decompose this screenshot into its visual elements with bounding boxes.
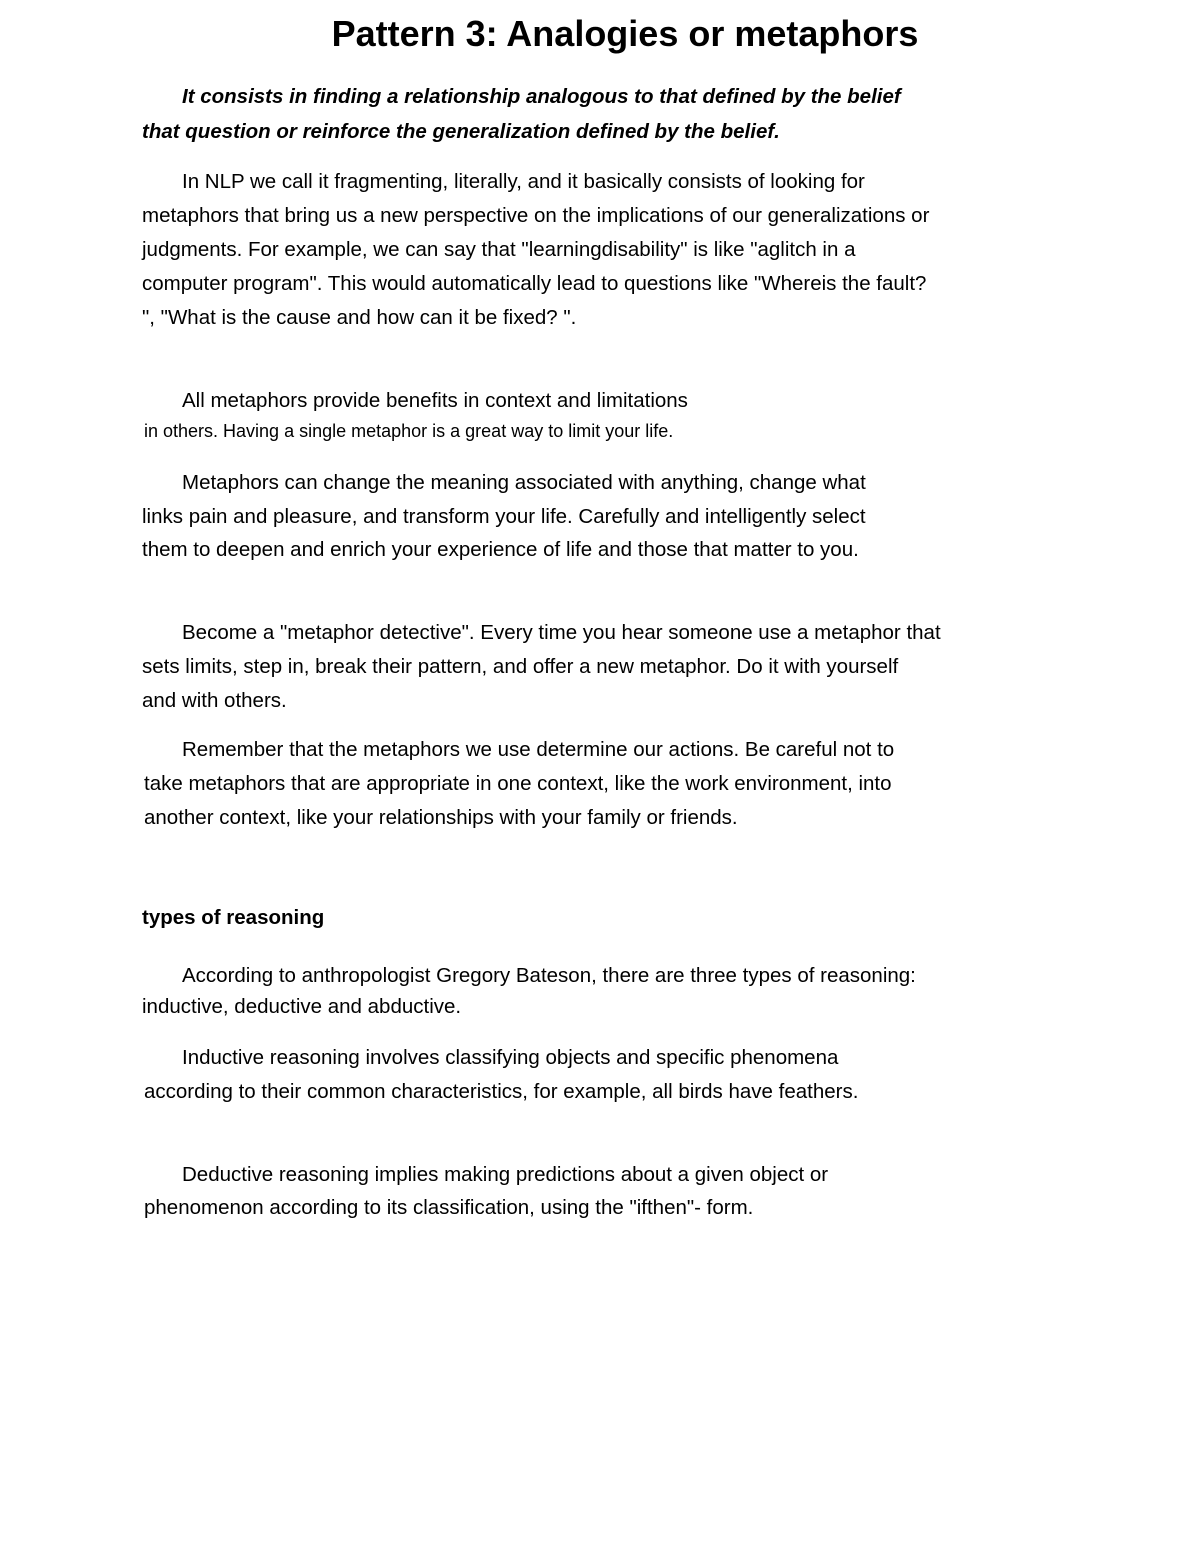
paragraph-7-line-1: Inductive reasoning involves classifying objects and specific phenomena bbox=[182, 1046, 839, 1069]
paragraph-6-line-2: inductive, deductive and abductive. bbox=[142, 995, 462, 1018]
section-heading: types of reasoning bbox=[142, 906, 325, 929]
paragraph-4-line-3: and with others. bbox=[142, 689, 287, 712]
paragraph-5-line-1: Remember that the metaphors we use determine our actions. Be careful not to bbox=[182, 738, 895, 761]
paragraph-5-line-3: another context, like your relationships with your family or friends. bbox=[144, 806, 738, 829]
paragraph-1-line-1: In NLP we call it fragmenting, literally, and it basically consists of looking for bbox=[182, 170, 865, 193]
paragraph-4-line-2: sets limits, step in, break their pattern, and offer a new metaphor. Do it with yourself bbox=[142, 655, 899, 678]
paragraph-6-line-1: According to anthropologist Gregory Bateson, there are three types of reasoning: bbox=[182, 964, 916, 987]
paragraph-4-line-1: Become a "metaphor detective". Every time you hear someone use a metaphor that bbox=[182, 621, 941, 644]
paragraph-5-line-2: take metaphors that are appropriate in one context, like the work environment, into bbox=[144, 772, 892, 795]
paragraph-7-line-2: according to their common characteristics, for example, all birds have feathers. bbox=[144, 1080, 859, 1103]
paragraph-3-line-1: Metaphors can change the meaning associated with anything, change what bbox=[182, 471, 866, 494]
paragraph-1-line-2: metaphors that bring us a new perspective on the implications of our generalizations or bbox=[142, 204, 930, 227]
intro-line-2: that question or reinforce the generalization defined by the belief. bbox=[142, 120, 780, 143]
paragraph-1-line-4: computer program". This would automatically lead to questions like "Whereis the fault? bbox=[142, 272, 927, 295]
paragraph-8-line-2: phenomenon according to its classification, using the "ifthen"- form. bbox=[144, 1196, 754, 1219]
paragraph-8-line-1: Deductive reasoning implies making predictions about a given object or bbox=[182, 1163, 829, 1186]
paragraph-2-line-1: All metaphors provide benefits in context and limitations bbox=[182, 389, 688, 412]
paragraph-2-line-2: in others. Having a single metaphor is a great way to limit your life. bbox=[144, 421, 674, 441]
paragraph-1-line-5: ", "What is the cause and how can it be fixed? ". bbox=[142, 306, 577, 329]
paragraph-1-line-3: judgments. For example, we can say that "learningdisability" is like "aglitch in a bbox=[142, 238, 856, 261]
intro-line-1: It consists in finding a relationship analogous to that defined by the belief bbox=[182, 85, 901, 108]
paragraph-3-line-2: links pain and pleasure, and transform your life. Carefully and intelligently select bbox=[142, 505, 866, 528]
page-title: Pattern 3: Analogies or metaphors bbox=[331, 13, 919, 54]
paragraph-3-line-3: them to deepen and enrich your experience of life and those that matter to you. bbox=[142, 538, 859, 561]
